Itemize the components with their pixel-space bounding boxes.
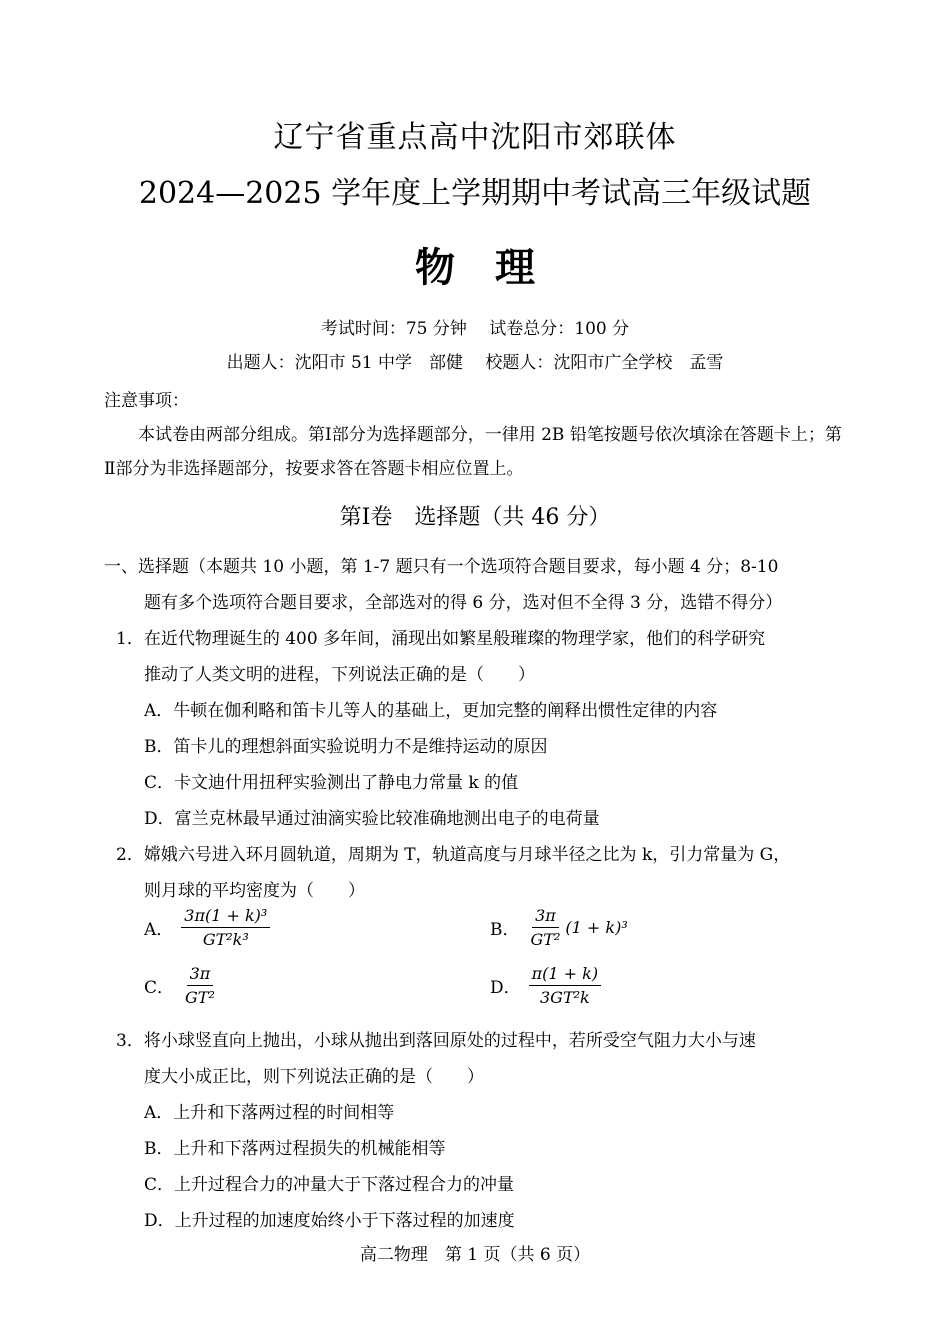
q2-option-b-numerator: 3π [532, 906, 559, 928]
q1-option-a: A．牛顿在伽利略和笛卡儿等人的基础上，更加完整的阐释出惯性定律的内容 [144, 701, 718, 721]
q2-option-c [144, 964, 218, 1007]
q1-option-b: B．笛卡儿的理想斜面实验说明力不是维持运动的原因 [144, 737, 548, 757]
title-line-1: 辽宁省重点高中沈阳市郊联体 [273, 120, 677, 155]
section-instruction-line-1: 一、选择题（本题共 10 小题，第 1-7 题只有一个选项符合题目要求，每小题 4 分；8-10 [104, 557, 779, 577]
q3-stem-line-2: 度大小成正比，则下列说法正确的是（ ） [144, 1067, 484, 1087]
authors-info: 出题人：沈阳市 51 中学 部健 校题人：沈阳市广全学校 孟雪 [226, 353, 724, 373]
q2-option-d [490, 964, 601, 1007]
q2-option-c-label: C． [144, 978, 175, 998]
q2-option-a-denominator: GT²k³ [202, 930, 249, 949]
notice-heading: 注意事项： [104, 391, 189, 411]
page-footer: 高二物理 第 1 页（共 6 页） [359, 1245, 591, 1265]
q1-option-d: D．富兰克林最早通过油滴实验比较准确地测出电子的电荷量 [144, 809, 600, 829]
q2-option-b-fraction [528, 906, 564, 949]
q2-option-b [490, 906, 628, 949]
exam-info: 考试时间：75 分钟 试卷总分：100 分 [320, 319, 630, 339]
q2-option-b-factor: (1 + k)³ [565, 918, 628, 937]
q3-option-a: A．上升和下落两过程的时间相等 [144, 1103, 395, 1123]
q1-option-c: C．卡文迪什用扭秤实验测出了静电力常量 k 的值 [144, 773, 519, 793]
section-instruction-line-2: 题有多个选项符合题目要求，全部选对的得 6 分，选对但不全得 3 分，选错不得分） [144, 593, 783, 613]
q1-stem-line-2: 推动了人类文明的进程，下列说法正确的是（ ） [144, 665, 535, 685]
q2-stem-line-1: 2．嫦娥六号进入环月圆轨道，周期为 T，轨道高度与月球半径之比为 k，引力常量为 G， [116, 845, 791, 865]
q2-option-a [144, 906, 270, 949]
q2-option-d-numerator: π(1 + k) [529, 964, 601, 986]
subject-title: 物理 [415, 244, 575, 291]
q2-option-c-fraction [182, 964, 218, 1007]
q2-option-a-label: A． [144, 920, 174, 940]
q2-stem-line-2: 则月球的平均密度为（ ） [144, 881, 365, 901]
q3-option-d: D．上升过程的加速度始终小于下落过程的加速度 [144, 1211, 515, 1231]
q2-option-c-numerator: 3π [187, 964, 214, 986]
q3-stem-line-1: 3．将小球竖直向上抛出，小球从抛出到落回原处的过程中，若所受空气阻力大小与速 [116, 1031, 756, 1051]
q2-option-d-label: D． [490, 978, 521, 998]
q3-option-c: C．上升过程合力的冲量大于下落过程合力的冲量 [144, 1175, 515, 1195]
q2-option-d-fraction [529, 964, 601, 1007]
q2-option-a-fraction [181, 906, 270, 949]
title-line-2: 2024—2025 学年度上学期期中考试高三年级试题 [138, 176, 812, 211]
q2-option-c-denominator: GT² [185, 988, 215, 1007]
section-title: 第Ⅰ卷 选择题（共 46 分） [339, 505, 611, 530]
notice-body: 本试卷由两部分组成。第Ⅰ部分为选择题部分，一律用 2B 铅笔按题号依次填涂在答题卡上；第Ⅱ部分为非选择题部分，按要求答在答题卡相应位置上。 [104, 425, 842, 479]
q2-option-a-numerator: 3π(1 + k)³ [181, 906, 270, 928]
q3-option-b: B．上升和下落两过程损失的机械能相等 [144, 1139, 446, 1159]
q1-stem-line-1: 1．在近代物理诞生的 400 多年间，涌现出如繁星般璀璨的物理学家，他们的科学研究 [116, 629, 766, 649]
q2-option-b-denominator: GT² [530, 930, 561, 949]
q2-option-d-denominator: 3GT²k [539, 988, 590, 1007]
q2-option-b-label: B． [490, 920, 520, 940]
